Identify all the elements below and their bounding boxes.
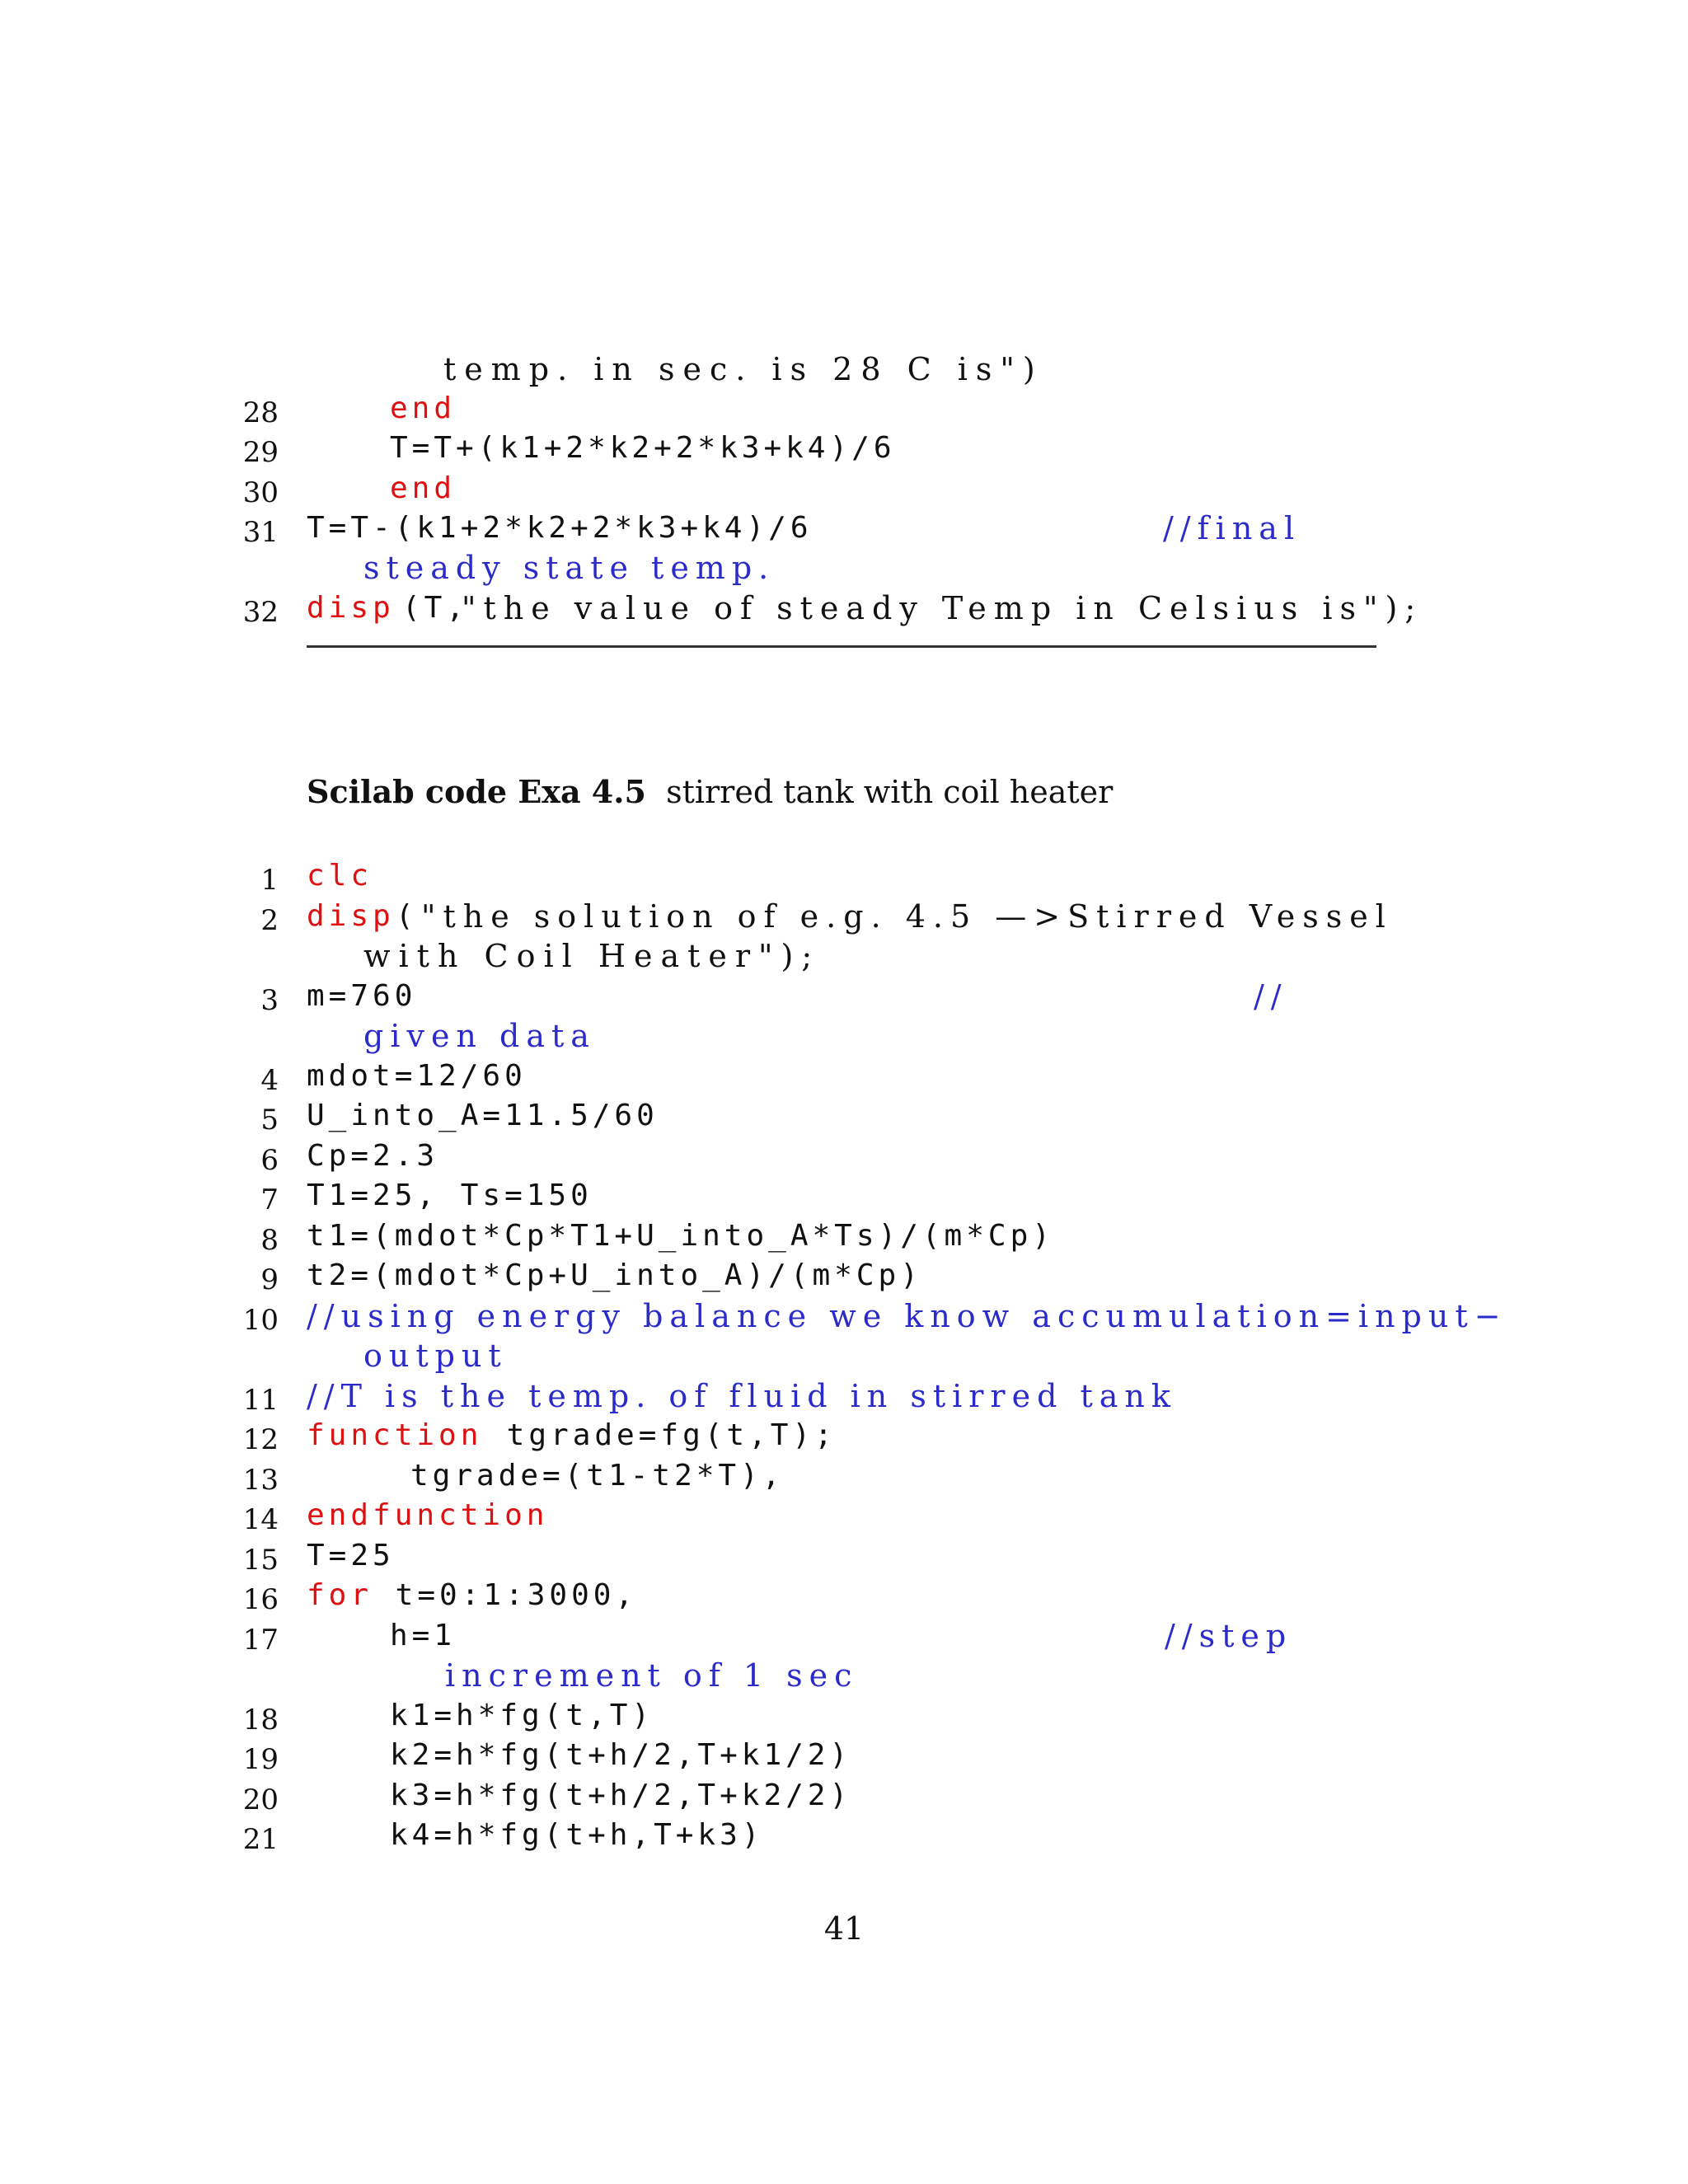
comment: //T is the temp. of fluid in stirred tank xyxy=(307,1377,1177,1414)
line-number: 15 xyxy=(242,1543,279,1577)
comment-continuation: increment of 1 sec xyxy=(445,1657,859,1694)
code-line xyxy=(0,1137,1688,1175)
line-number: 7 xyxy=(260,1183,279,1216)
code-text: t=0:1:3000, xyxy=(373,1578,638,1612)
page-number: 41 xyxy=(823,1910,865,1947)
code-line xyxy=(0,1617,1688,1655)
string-continuation: with Coil Heater"); xyxy=(363,938,821,974)
code-continuation-line xyxy=(0,1657,1688,1694)
line-number: 9 xyxy=(260,1263,279,1296)
code-text: tgrade=fg(t,T); xyxy=(485,1418,837,1452)
code-line xyxy=(0,1097,1688,1135)
code-line xyxy=(0,429,1688,467)
code-text: k3=h*fg(t+h/2,T+k2/2) xyxy=(390,1778,852,1812)
code-text: t1=(mdot*Cp*T1+U_into_A*Ts)/(m*Cp) xyxy=(307,1218,1054,1253)
code-continuation-line xyxy=(0,937,1688,975)
line-number: 19 xyxy=(242,1743,279,1776)
code-line xyxy=(0,1177,1688,1215)
code-continuation-line xyxy=(0,549,1688,587)
keyword: clc xyxy=(307,859,373,893)
line-number: 17 xyxy=(242,1623,279,1657)
code-line xyxy=(0,1257,1688,1295)
code-line xyxy=(0,1297,1688,1335)
keyword: end xyxy=(390,471,457,505)
line-number: 5 xyxy=(260,1104,279,1137)
code-line xyxy=(0,977,1688,1015)
code-text: m=760 xyxy=(307,978,417,1013)
keyword: end xyxy=(390,391,457,425)
comment-continuation: given data xyxy=(363,1018,596,1054)
listing-caption xyxy=(307,773,1113,810)
caption-title: stirred tank with coil heater xyxy=(666,774,1114,810)
line-number: 12 xyxy=(242,1423,279,1456)
line-number: 8 xyxy=(260,1223,279,1257)
keyword: function xyxy=(307,1418,483,1452)
line-number: 14 xyxy=(242,1503,279,1536)
code-text: mdot=12/60 xyxy=(307,1058,527,1093)
line-number: 6 xyxy=(260,1143,279,1177)
line-number: 10 xyxy=(242,1303,279,1337)
code-text: k2=h*fg(t+h/2,T+k1/2) xyxy=(390,1738,852,1772)
code-line xyxy=(0,470,1688,508)
code-line xyxy=(0,1497,1688,1535)
code-line xyxy=(0,1057,1688,1095)
code-line xyxy=(0,1377,1688,1415)
code-line xyxy=(0,1537,1688,1575)
line-number: 32 xyxy=(242,596,279,629)
line-number: 3 xyxy=(260,983,279,1017)
comment-continuation: output xyxy=(363,1338,508,1374)
code-line xyxy=(0,1777,1688,1815)
line-number: 18 xyxy=(242,1703,279,1736)
code-text: Cp=2.3 xyxy=(307,1138,439,1173)
line-number: 31 xyxy=(242,516,279,549)
string-continuation: temp. in sec. is 28 C is") xyxy=(443,351,1043,387)
string-literal: "the value of steady Temp in Celsius is"); xyxy=(462,590,1423,626)
line-number: 20 xyxy=(242,1783,279,1816)
code-line xyxy=(0,1417,1688,1455)
code-text: k4=h*fg(t+h,T+k3) xyxy=(390,1818,764,1852)
code-line xyxy=(0,589,1688,627)
code-text: U_into_A=11.5/60 xyxy=(307,1099,659,1132)
line-number: 21 xyxy=(242,1823,279,1856)
code-text: T=T-(k1+2*k2+2*k3+k4)/6 xyxy=(307,511,813,545)
code-line xyxy=(0,390,1688,428)
code-line xyxy=(0,898,1688,935)
code-line xyxy=(0,1736,1688,1774)
code-line xyxy=(0,1577,1688,1615)
code-line xyxy=(0,509,1688,547)
keyword: for xyxy=(307,1578,373,1612)
code-text: T=T+(k1+2*k2+2*k3+k4)/6 xyxy=(390,431,896,465)
code-text: ( xyxy=(396,898,418,933)
code-text: T1=25, Ts=150 xyxy=(307,1179,593,1212)
code-text: h=1 xyxy=(390,1618,457,1652)
line-number: 11 xyxy=(242,1383,279,1417)
comment: //step xyxy=(1165,1617,1293,1654)
code-text: (T, xyxy=(402,591,469,625)
line-number: 1 xyxy=(260,864,279,897)
code-line xyxy=(0,1217,1688,1255)
line-number: 2 xyxy=(260,903,279,937)
keyword: disp xyxy=(307,591,395,625)
line-number: 28 xyxy=(242,396,279,429)
string-literal: "the solution of e.g. 4.5 —>Stirred Vessel xyxy=(421,898,1393,935)
listing-end-rule xyxy=(307,645,1376,648)
code-text: t2=(mdot*Cp+U_into_A)/(m*Cp) xyxy=(307,1258,922,1292)
keyword: disp xyxy=(307,898,395,933)
code-continuation-line xyxy=(0,1337,1688,1375)
line-number: 13 xyxy=(242,1463,279,1497)
comment-continuation: steady state temp. xyxy=(363,550,776,586)
code-text: tgrade=(t1-t2*T), xyxy=(410,1458,785,1493)
line-number: 16 xyxy=(242,1583,279,1616)
code-continuation-line xyxy=(0,350,1688,388)
code-text: k1=h*fg(t,T) xyxy=(390,1698,654,1732)
code-continuation-line xyxy=(0,1017,1688,1055)
line-number: 4 xyxy=(260,1063,279,1097)
code-line xyxy=(0,857,1688,895)
comment: //using energy balance we know accumulation=input− xyxy=(307,1297,1507,1334)
line-number: 30 xyxy=(242,476,279,509)
comment: //final xyxy=(1163,510,1301,546)
comment: // xyxy=(1254,977,1288,1015)
code-text: T=25 xyxy=(307,1538,395,1572)
keyword: endfunction xyxy=(307,1498,549,1532)
caption-label: Scilab code Exa 4.5 xyxy=(307,773,646,810)
line-number: 29 xyxy=(242,436,279,469)
code-line xyxy=(0,1457,1688,1495)
code-line xyxy=(0,1697,1688,1735)
code-line xyxy=(0,1816,1688,1854)
